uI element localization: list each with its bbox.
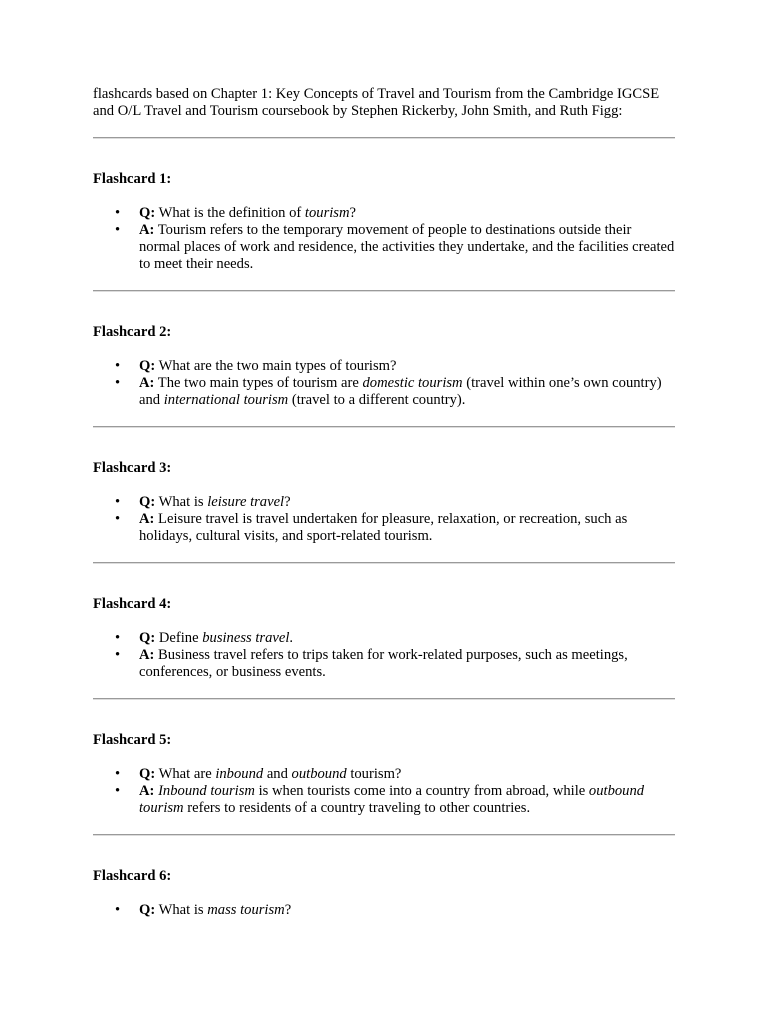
question-text: ?	[284, 902, 292, 918]
bullet-icon: •	[115, 902, 121, 918]
answer-text: Leisure travel is travel undertaken for pleasure, relaxation, or recreation, such as holidays, cultural visits, and sport-related tourism.	[139, 511, 628, 544]
bullet-icon: •	[115, 511, 121, 527]
flashcard-qa-list	[93, 494, 675, 545]
answer-text: Tourism refers to the temporary movement of people to destinations outside their normal places of work and residence, the activities they undertake, and the facilities created to meet their needs.	[139, 222, 675, 272]
answer-item	[115, 222, 675, 273]
question-label: Q:	[139, 766, 156, 782]
question-emphasis: inbound	[215, 766, 264, 782]
bullet-icon: •	[115, 647, 121, 663]
question-item	[115, 494, 675, 511]
bullet-icon: •	[115, 205, 121, 221]
bullet-icon: •	[115, 222, 121, 238]
question-text: and	[263, 766, 292, 782]
question-label: Q:	[139, 205, 156, 221]
answer-item	[115, 783, 675, 817]
question-item	[115, 766, 675, 783]
flashcard-qa-list	[93, 630, 675, 681]
question-emphasis: mass tourism	[207, 902, 285, 918]
question-text: Define	[155, 630, 203, 646]
flashcard-qa-list	[93, 902, 675, 919]
answer-text: is when tourists come into a country from abroad, while	[254, 783, 589, 799]
bullet-icon: •	[115, 494, 121, 510]
question-text: What is	[155, 494, 208, 510]
question-emphasis: business travel	[202, 630, 290, 646]
answer-emphasis: Inbound tourism	[158, 783, 255, 799]
answer-emphasis: domestic tourism	[362, 375, 463, 391]
question-label: Q:	[139, 902, 156, 918]
flashcard-title: Flashcard 5:	[93, 732, 172, 748]
flashcard-6	[93, 868, 675, 919]
document-page	[93, 86, 675, 919]
flashcard-5	[93, 732, 675, 817]
answer-item	[115, 511, 675, 545]
question-text: What is the definition of	[155, 205, 305, 221]
flashcard-qa-list	[93, 358, 675, 409]
question-text: What are the two main types of tourism?	[155, 358, 397, 374]
flashcard-1	[93, 171, 675, 273]
question-item	[115, 630, 675, 647]
intro-paragraph: flashcards based on Chapter 1: Key Concepts of Travel and Tourism from the Cambridge IGCSE and O/L Travel and Tourism coursebook by Stephen Rickerby, John Smith, and Ruth Figg:	[93, 86, 660, 119]
flashcard-title: Flashcard 6:	[93, 868, 172, 884]
horizontal-rule	[93, 290, 675, 292]
answer-label: A:	[139, 511, 155, 527]
horizontal-rule	[93, 137, 675, 139]
answer-text: refers to residents of a country traveling to other countries.	[183, 800, 531, 816]
answer-label: A:	[139, 375, 155, 391]
question-label: Q:	[139, 358, 156, 374]
flashcard-qa-list	[93, 205, 675, 273]
question-text: tourism?	[346, 766, 402, 782]
answer-emphasis: outbound tourism	[139, 783, 645, 816]
bullet-icon: •	[115, 358, 121, 374]
answer-emphasis: international tourism	[163, 392, 289, 408]
bullet-icon: •	[115, 766, 121, 782]
flashcard-title: Flashcard 3:	[93, 460, 172, 476]
question-label: Q:	[139, 494, 156, 510]
flashcard-3	[93, 460, 675, 545]
question-item	[115, 358, 675, 375]
horizontal-rule	[93, 562, 675, 564]
question-emphasis: tourism	[304, 205, 350, 221]
bullet-icon: •	[115, 375, 121, 391]
flashcard-title: Flashcard 2:	[93, 324, 172, 340]
question-item	[115, 205, 675, 222]
question-emphasis: leisure travel	[207, 494, 285, 510]
flashcard-qa-list	[93, 766, 675, 817]
question-text: What are	[155, 766, 216, 782]
answer-label: A:	[139, 783, 155, 799]
flashcard-2	[93, 324, 675, 409]
bullet-icon: •	[115, 783, 121, 799]
flashcard-4	[93, 596, 675, 681]
question-item	[115, 902, 675, 919]
question-text: ?	[284, 494, 291, 510]
question-text: What is	[155, 902, 208, 918]
question-text: ?	[349, 205, 357, 221]
answer-label: A:	[139, 222, 155, 238]
answer-text: (travel to a different country).	[288, 392, 466, 408]
horizontal-rule	[93, 698, 675, 700]
answer-item	[115, 375, 675, 409]
question-label: Q:	[139, 630, 156, 646]
flashcard-title: Flashcard 1:	[93, 171, 172, 187]
answer-text: The two main types of tourism are	[154, 375, 363, 391]
question-emphasis: outbound	[291, 766, 347, 782]
answer-label: A:	[139, 647, 155, 663]
horizontal-rule	[93, 834, 675, 836]
answer-text: Business travel refers to trips taken for work-related purposes, such as meetings, conferences, or business events.	[139, 647, 628, 680]
flashcard-title: Flashcard 4:	[93, 596, 172, 612]
bullet-icon: •	[115, 630, 121, 646]
answer-text: (travel within one’s own country) and	[139, 375, 662, 408]
question-text: .	[289, 630, 294, 646]
horizontal-rule	[93, 426, 675, 428]
answer-item	[115, 647, 675, 681]
